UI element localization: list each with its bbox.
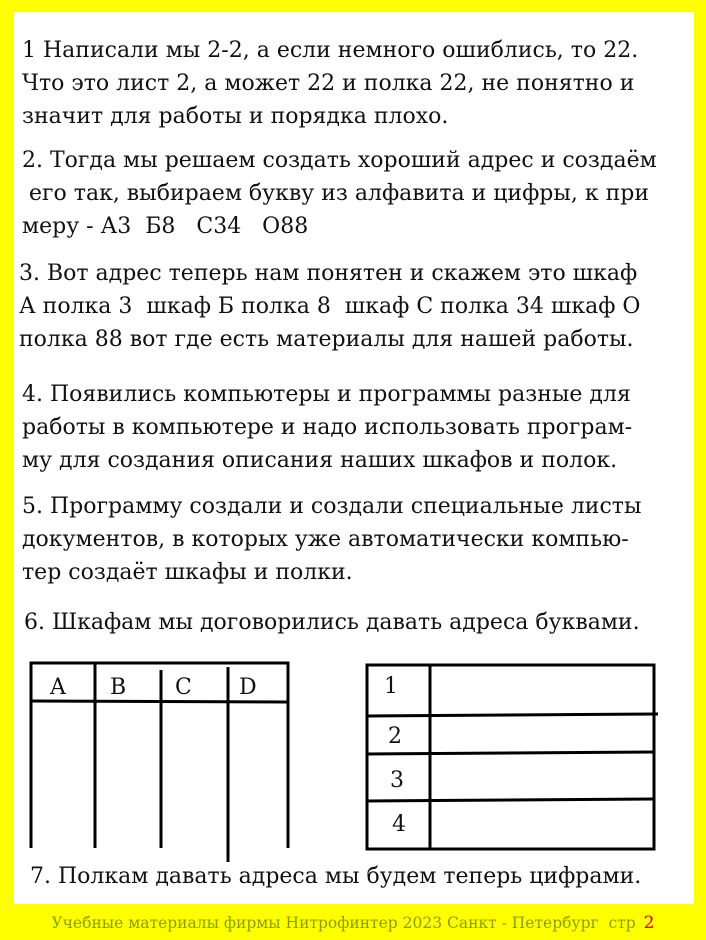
paragraph-line: А полка 3 шкаф Б полка 8 шкаф С полка 34 шкаф О xyxy=(19,294,641,319)
shelf-row-label: 4 xyxy=(392,812,406,837)
paragraph-line: 7. Полкам давать адреса мы будем теперь цифрами. xyxy=(30,864,642,889)
page-number: 2 xyxy=(643,912,655,933)
paragraph-line: тер создаёт шкафы и полки. xyxy=(22,560,353,585)
paragraph-4 xyxy=(22,378,632,477)
shelf-row-label: 3 xyxy=(390,768,404,793)
shelf-row-label: 1 xyxy=(384,674,398,699)
paragraph-1 xyxy=(22,34,638,133)
footer-text: Учебные материалы фирмы Нитрофинтер 2023 Санкт - Петербург стр xyxy=(51,913,636,932)
paragraph-line: 6. Шкафам мы договорились давать адреса буквами. xyxy=(24,610,640,635)
paragraph-line: 3. Вот адрес теперь нам понятен и скажем это шкаф xyxy=(19,261,638,286)
shelf-table-outline xyxy=(367,665,654,849)
paragraph-5 xyxy=(22,490,641,589)
cabinet-table xyxy=(30,662,290,862)
paragraph-line: его так, выбираем букву из алфавита и цифры, к при xyxy=(22,181,650,206)
paragraph-line: му для создания описания наших шкафов и полок. xyxy=(22,448,618,473)
paragraph-line: 1 Написали мы 2-2, а если немного ошиблись, то 22. xyxy=(22,38,639,63)
footer xyxy=(0,905,706,940)
cabinet-column-label: C xyxy=(175,675,192,700)
paragraph-3 xyxy=(19,257,640,356)
shelf-table xyxy=(366,664,666,854)
paragraph-2 xyxy=(22,144,657,243)
shelf-table-row-line xyxy=(367,714,658,716)
paragraph-line: Что это лист 2, а может 22 и полка 22, не понятно и xyxy=(22,71,635,96)
shelf-table-grid xyxy=(366,664,666,854)
cabinet-column-label: B xyxy=(110,675,127,700)
paragraph-line: 2. Тогда мы решаем создать хороший адрес и создаём xyxy=(22,148,657,173)
shelf-table-row-line xyxy=(367,799,654,801)
paragraph-line: 5. Программу создали и создали специальные листы xyxy=(22,494,642,519)
paragraph-7 xyxy=(30,860,641,893)
paragraph-6 xyxy=(24,606,640,639)
paragraph-line: меру - А3 Б8 С34 О88 xyxy=(22,214,309,239)
cabinet-column-label: A xyxy=(50,675,66,700)
paragraph-line: работы в компьютере и надо использовать програм- xyxy=(22,415,633,440)
document-sheet xyxy=(14,12,694,904)
cabinet-column-label: D xyxy=(239,675,257,700)
paragraph-line: документов, в которых уже автоматически компью- xyxy=(22,527,629,552)
paragraph-line: 4. Появились компьютеры и программы разные для xyxy=(22,382,631,407)
shelf-row-label: 2 xyxy=(388,724,402,749)
paragraph-line: значит для работы и порядка плохо. xyxy=(22,104,449,129)
paragraph-line: полка 88 вот где есть материалы для нашей работы. xyxy=(19,327,634,352)
shelf-table-row-line xyxy=(367,752,654,754)
